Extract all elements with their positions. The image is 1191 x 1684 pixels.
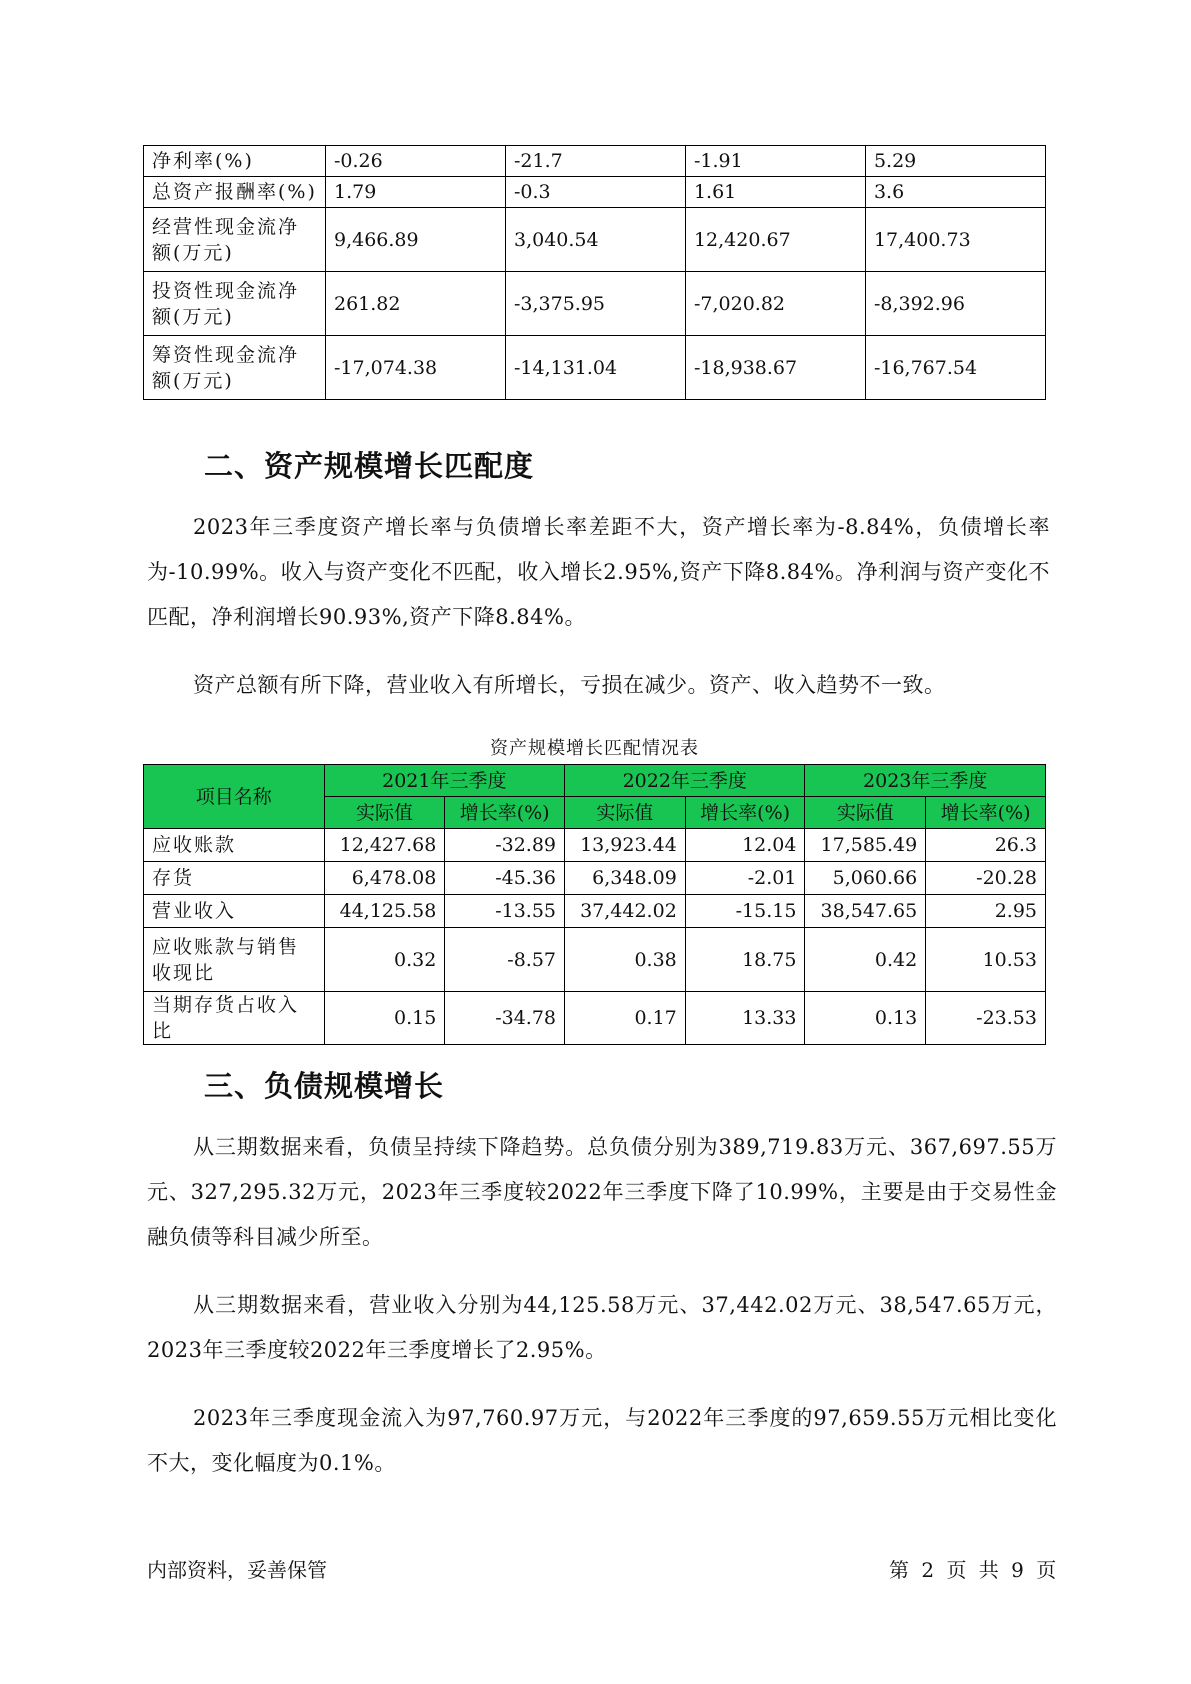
paragraph: 从三期数据来看，营业收入分别为44,125.58万元、37,442.02万元、38,547.65万元，2023年三季度较2022年三季度增长了2.95%。	[147, 1293, 1057, 1362]
table-cell: -0.3	[505, 177, 685, 208]
asset-growth-match-table	[143, 764, 1046, 1045]
row-label: 应收账款与销售收现比	[144, 928, 325, 992]
table-cell: -15.15	[685, 895, 805, 928]
section-heading: 三、负债规模增长	[204, 1069, 445, 1103]
table-row	[144, 336, 1046, 400]
table-row	[144, 992, 1046, 1045]
row-label: 净利率(%)	[144, 146, 326, 177]
row-label: 总资产报酬率(%)	[144, 177, 326, 208]
table-cell: 1.79	[326, 177, 506, 208]
table-cell: 13,923.44	[565, 829, 686, 862]
table-cell: 0.32	[324, 928, 445, 992]
table-cell: -0.26	[326, 146, 506, 177]
paragraph: 2023年三季度现金流入为97,760.97万元，与2022年三季度的97,659.55万元相比变化不大，变化幅度为0.1%。	[147, 1406, 1057, 1475]
paragraph: 资产总额有所下降，营业收入有所增长，亏损在减少。资产、收入趋势不一致。	[193, 673, 946, 697]
table-cell: -45.36	[445, 862, 565, 895]
row-label: 经营性现金流净额(万元)	[144, 208, 326, 272]
table-cell: 37,442.02	[565, 895, 686, 928]
section2-body	[147, 505, 1050, 708]
table-cell: -1.91	[685, 146, 865, 177]
table-cell: -34.78	[445, 992, 565, 1045]
row-label: 投资性现金流净额(万元)	[144, 272, 326, 336]
table-cell: -16,767.54	[865, 336, 1045, 400]
table-row	[144, 177, 1046, 208]
table-cell: 0.17	[565, 992, 686, 1045]
paragraph: 从三期数据来看，负债呈持续下降趋势。总负债分别为389,719.83万元、367,697.55万元、327,295.32万元，2023年三季度较2022年三季度下降了10.99%，主要是由于交易性金融负债等科目减少所至。	[147, 1135, 1057, 1249]
row-label: 筹资性现金流净额(万元)	[144, 336, 326, 400]
section-heading: 二、资产规模增长匹配度	[204, 449, 535, 483]
table-cell: 0.15	[324, 992, 445, 1045]
table-cell: 12,427.68	[324, 829, 445, 862]
table-cell: -20.28	[926, 862, 1046, 895]
table-cell: 18.75	[685, 928, 805, 992]
table-cell: 0.38	[565, 928, 686, 992]
table-row	[144, 208, 1046, 272]
table-cell: 1.61	[685, 177, 865, 208]
subheader-growth: 增长率(%)	[445, 797, 565, 829]
header-period: 2023年三季度	[805, 765, 1046, 797]
table-cell: 6,478.08	[324, 862, 445, 895]
table-cell: 17,585.49	[805, 829, 926, 862]
table-cell: 0.42	[805, 928, 926, 992]
paragraph: 2023年三季度资产增长率与负债增长率差距不大，资产增长率为-8.84%，负债增长率为-10.99%。收入与资产变化不匹配，收入增长2.95%,资产下降8.84%。净利润与资产变化不匹配，净利润增长90.93%,资产下降8.84%。	[147, 515, 1050, 629]
table-cell: 13.33	[685, 992, 805, 1045]
table-cell: -8.57	[445, 928, 565, 992]
table-row	[144, 928, 1046, 992]
table-cell: 5.29	[865, 146, 1045, 177]
financial-indicators-table	[143, 145, 1046, 400]
table-cell: -13.55	[445, 895, 565, 928]
header-item-name: 项目名称	[144, 765, 325, 829]
row-label: 存货	[144, 862, 325, 895]
table-cell: -18,938.67	[685, 336, 865, 400]
subheader-actual: 实际值	[805, 797, 926, 829]
footer-page-number: 第 2 页 共 9 页	[889, 1558, 1057, 1582]
subheader-actual: 实际值	[324, 797, 445, 829]
table-cell: -3,375.95	[505, 272, 685, 336]
table-row	[144, 829, 1046, 862]
subheader-growth: 增长率(%)	[685, 797, 805, 829]
row-label: 当期存货占收入比	[144, 992, 325, 1045]
subheader-growth: 增长率(%)	[926, 797, 1046, 829]
table-cell: 38,547.65	[805, 895, 926, 928]
table-row	[144, 895, 1046, 928]
table-cell: 0.13	[805, 992, 926, 1045]
table-cell: 3,040.54	[505, 208, 685, 272]
table-cell: 261.82	[326, 272, 506, 336]
table-row	[144, 272, 1046, 336]
table-caption: 资产规模增长匹配情况表	[490, 738, 699, 759]
table-header-row	[144, 765, 1046, 797]
row-label: 营业收入	[144, 895, 325, 928]
header-period: 2022年三季度	[565, 765, 805, 797]
table-cell: 9,466.89	[326, 208, 506, 272]
table-cell: 5,060.66	[805, 862, 926, 895]
table-cell: -14,131.04	[505, 336, 685, 400]
table-cell: 6,348.09	[565, 862, 686, 895]
row-label: 应收账款	[144, 829, 325, 862]
table-cell: 3.6	[865, 177, 1045, 208]
table-cell: -21.7	[505, 146, 685, 177]
table-cell: -23.53	[926, 992, 1046, 1045]
table-cell: 2.95	[926, 895, 1046, 928]
subheader-actual: 实际值	[565, 797, 686, 829]
table-cell: 17,400.73	[865, 208, 1045, 272]
table-cell: -8,392.96	[865, 272, 1045, 336]
table-cell: 10.53	[926, 928, 1046, 992]
table-cell: -17,074.38	[326, 336, 506, 400]
header-period: 2021年三季度	[324, 765, 564, 797]
table-cell: -32.89	[445, 829, 565, 862]
table-cell: 26.3	[926, 829, 1046, 862]
table-row	[144, 862, 1046, 895]
table-cell: -7,020.82	[685, 272, 865, 336]
section3-body	[147, 1125, 1057, 1486]
table-cell: 12,420.67	[685, 208, 865, 272]
table-cell: -2.01	[685, 862, 805, 895]
table-cell: 44,125.58	[324, 895, 445, 928]
table-row	[144, 146, 1046, 177]
table-cell: 12.04	[685, 829, 805, 862]
footer-confidential-note: 内部资料，妥善保管	[147, 1558, 327, 1582]
